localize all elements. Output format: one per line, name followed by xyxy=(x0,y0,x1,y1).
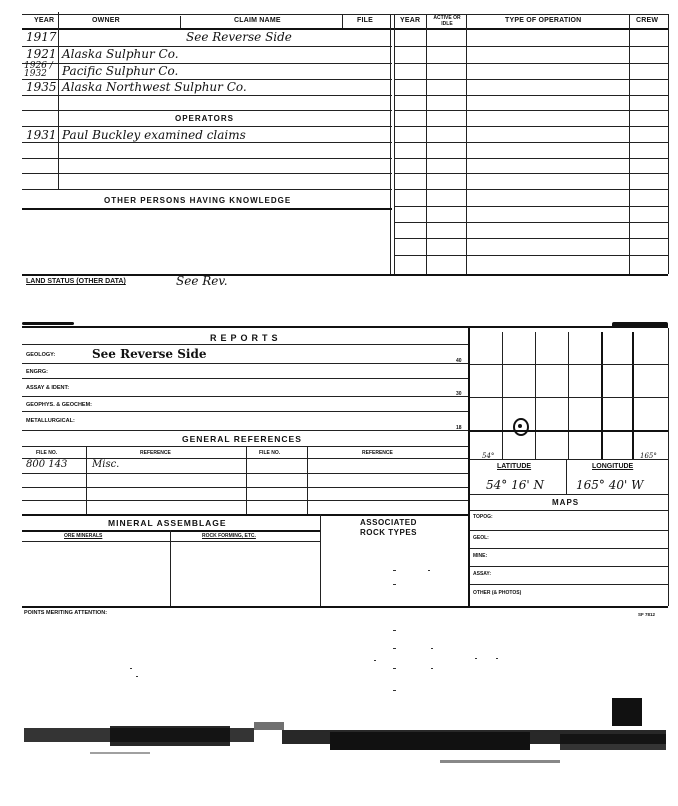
map-corner-left: 54° xyxy=(482,452,495,460)
owner-row-year: 1935 xyxy=(26,80,57,94)
maps-row-label: MINE: xyxy=(473,553,488,559)
col-header-active-or-idle: ACTIVE OR IDLE xyxy=(433,15,461,27)
col-header-file: FILE xyxy=(357,17,373,24)
latitude-label: LATITUDE xyxy=(497,463,532,470)
general-references-title: GENERAL REFERENCES xyxy=(182,434,302,444)
land-status-label: LAND STATUS (OTHER DATA) xyxy=(26,278,126,285)
report-row-num: 30 xyxy=(456,391,462,397)
owner-row-year: 1917 xyxy=(26,30,57,44)
report-row-label: GEOLOGY: xyxy=(26,352,56,358)
maps-row-label: GEOL: xyxy=(473,535,489,541)
maps-row-label: TOPOG: xyxy=(473,514,493,520)
owner-row-year: 1926 / 1932 xyxy=(24,61,53,79)
maps-title: MAPS xyxy=(552,498,580,507)
col-header-year: YEAR xyxy=(34,17,55,24)
col-header-crew: CREW xyxy=(636,17,659,24)
rock-forming-header: ROCK FORMING, ETC. xyxy=(202,533,256,539)
map-corner-right: 165° xyxy=(640,452,657,460)
ref-header-file-no-2: FILE NO. xyxy=(259,450,281,456)
col-header-type-of-operation: TYPE OF OPERATION xyxy=(505,17,582,24)
report-row-label: ENGRG: xyxy=(26,369,48,375)
owner-row-year: 1921 xyxy=(26,47,57,61)
associated-rock-types-line1: ASSOCIATED xyxy=(360,518,417,527)
operator-row-year: 1931 xyxy=(26,128,57,142)
mineral-assemblage-title: MINERAL ASSEMBLAGE xyxy=(108,518,227,528)
ref-header-reference: REFERENCE xyxy=(140,450,171,456)
owner-row-owner: Alaska Sulphur Co. xyxy=(62,47,179,61)
other-persons-title: OTHER PERSONS HAVING KNOWLEDGE xyxy=(104,196,292,205)
land-status-value: See Rev. xyxy=(176,274,228,288)
report-row-label: GEOPHYS. & GEOCHEM: xyxy=(26,402,93,408)
longitude-label: LONGITUDE xyxy=(592,463,634,470)
owner-row-owner: Alaska Northwest Sulphur Co. xyxy=(62,80,247,94)
latitude-value: 54° 16' N xyxy=(486,478,544,492)
ref-header-reference-2: REFERENCE xyxy=(362,450,393,456)
report-row-label: METALLURGICAL: xyxy=(26,418,75,424)
scan-smear-top xyxy=(22,322,74,325)
ref-row-reference: Misc. xyxy=(92,459,120,470)
operators-title: OPERATORS xyxy=(175,114,234,123)
reports-title: REPORTS xyxy=(210,333,282,343)
report-row-num: 40 xyxy=(456,358,462,364)
ref-header-file-no: FILE NO. xyxy=(36,450,58,456)
ref-row-file-no: 800 143 xyxy=(26,459,68,470)
report-row-value: See Reverse Side xyxy=(92,347,207,361)
ore-minerals-header: ORE MINERALS xyxy=(64,533,103,539)
form-code: SF 7812 xyxy=(638,612,656,617)
associated-rock-types-line2: ROCK TYPES xyxy=(360,528,418,537)
col-header-claim-name: CLAIM NAME xyxy=(234,17,281,24)
maps-row-label: ASSAY: xyxy=(473,571,492,577)
maps-row-label: OTHER (& PHOTOS) xyxy=(473,590,522,596)
report-row-num: 18 xyxy=(456,425,462,431)
owner-row-owner: Pacific Sulphur Co. xyxy=(62,64,179,78)
operator-row-text: Paul Buckley examined claims xyxy=(62,128,246,142)
col-header-owner: OWNER xyxy=(92,17,120,24)
report-row-label: ASSAY & IDENT: xyxy=(26,385,70,391)
owner-row-claim-name: See Reverse Side xyxy=(186,30,292,44)
points-meriting-label: POINTS MERITING ATTENTION: xyxy=(24,610,108,616)
longitude-value: 165° 40' W xyxy=(576,478,644,492)
col-header-year-2: YEAR xyxy=(400,17,421,24)
